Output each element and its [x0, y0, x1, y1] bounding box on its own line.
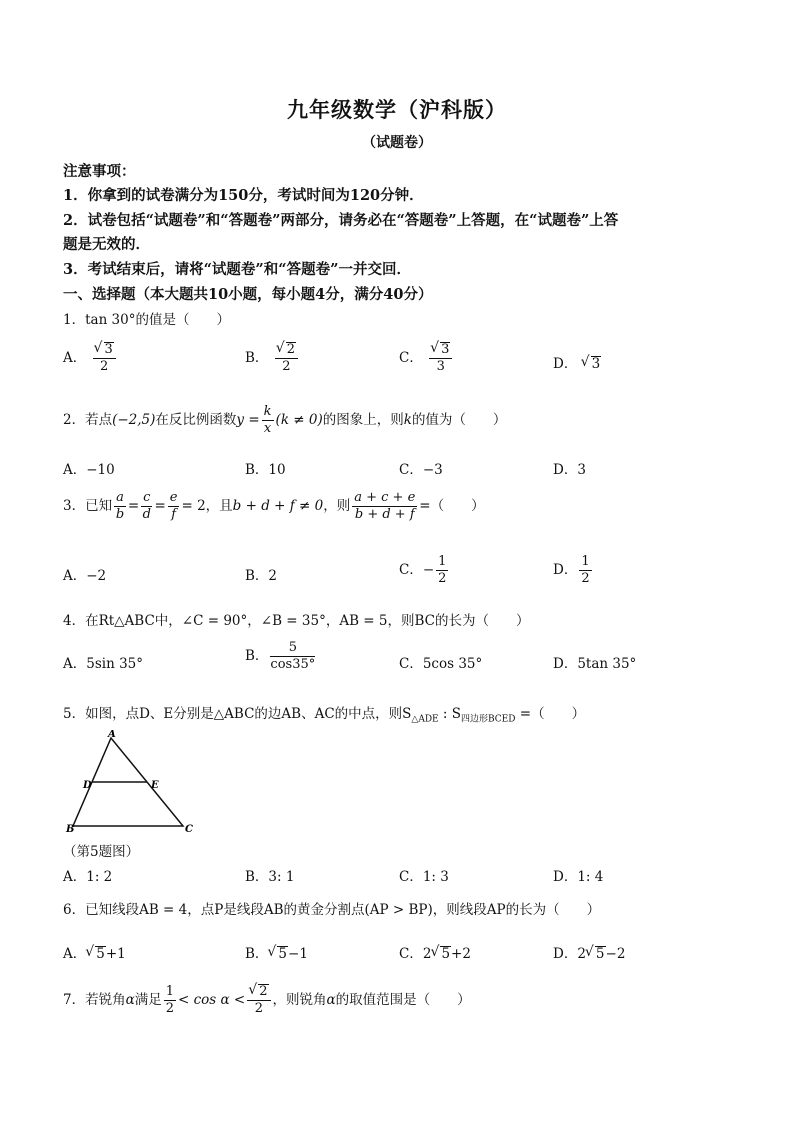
- q4-b-num: 5: [270, 640, 315, 657]
- q5-option-b: B．3: 1: [245, 869, 295, 885]
- question-6: 6．已知线段AB = 4，点P是线段AB的黄金分割点(AP > BP)，则线段AP的长为（ ）: [63, 902, 601, 918]
- q2-option-b: B．10: [245, 462, 286, 478]
- q6-option-c-label: C．: [399, 946, 423, 962]
- q6-c-coef: 2: [422, 946, 432, 962]
- q4-option-d: D．5tan 35°: [553, 656, 637, 672]
- q3-frac-cd: [141, 490, 152, 523]
- q6-a-rest: +1: [105, 946, 126, 962]
- q1-b-fraction: [275, 342, 298, 375]
- q2-fraction: [262, 404, 274, 437]
- q5-option-d: D．1: 4: [553, 869, 604, 885]
- triangle-figure: [63, 730, 203, 840]
- q6-option-a: [63, 942, 126, 962]
- q3-frac-sum: [352, 490, 417, 523]
- label-a: A: [108, 730, 116, 740]
- q3-suffix: =（ ）: [419, 498, 485, 514]
- q1-option-a-label: A．: [63, 350, 87, 366]
- q3-d: d: [142, 507, 151, 522]
- q3-prefix: 3．已知: [63, 498, 113, 514]
- notes-heading: 注意事项：: [63, 163, 136, 180]
- q5-option-c: C．1: 3: [399, 869, 449, 885]
- page-subtitle: （试题卷）: [362, 135, 432, 151]
- q1-option-c-label: C．: [399, 350, 423, 366]
- q3-option-c-label: C．−: [399, 562, 435, 578]
- question-4: 4．在Rt△ABC中，∠C = 90°，∠B = 35°，AB = 5，则BC的长为（ ）: [63, 613, 530, 629]
- note-item-3: 3．考试结束后，请将“试题卷”和“答题卷”一并交回．: [63, 261, 411, 278]
- q1-b-num: √ 2: [286, 342, 296, 357]
- label-e: E: [151, 780, 159, 791]
- q6-b-sqrt: √ 5: [277, 946, 288, 961]
- q3-c-fraction: [436, 554, 448, 587]
- q3-option-a: A．−2: [63, 568, 107, 584]
- q3-a: a: [116, 490, 124, 505]
- q3-b: b: [115, 507, 125, 522]
- q1-c-den: 3: [436, 359, 445, 374]
- q3-d-fraction: [579, 554, 591, 587]
- q6-c-sqrt: √ 5: [440, 946, 451, 961]
- q2-suffix: 的图象上，则: [322, 412, 404, 428]
- question-5: [63, 702, 585, 725]
- q4-option-c: C．5cos 35°: [399, 656, 483, 672]
- q1-option-b: [245, 342, 300, 375]
- q6-c-rest: +2: [451, 946, 471, 962]
- q7-sqrt2-den: 2: [254, 1001, 264, 1016]
- q3-ace: a + c + e: [354, 490, 416, 505]
- q7-half-num: 1: [165, 984, 174, 999]
- q3-then: ，则: [323, 498, 351, 514]
- q6-b-rest: −1: [288, 946, 308, 962]
- question-3: 3．已知 $\frac{a}{b}$ = $\frac{c}{d}$ = $\frac{e}{f}$ = 2，且b + d + f ≠ 0，则 $\frac{a + c + e}{b + d + f}$ =（ ）: [63, 490, 485, 522]
- q5-sub1: △ADE: [411, 714, 439, 725]
- q1-option-d-label: D．: [553, 356, 578, 372]
- label-c: C: [185, 824, 193, 835]
- q7-frac-half: [164, 984, 176, 1017]
- q6-a-sqrt: √ 5: [95, 946, 106, 961]
- q2-option-d: D．3: [553, 462, 586, 478]
- note-item-2-cont: 题是无效的．: [63, 236, 150, 253]
- q2-point: (−2,5): [112, 412, 156, 428]
- q7-alpha-2: α: [326, 992, 336, 1008]
- q6-d-sqrt: √ 5: [595, 946, 606, 961]
- q1-c-num: √ 3: [440, 342, 450, 357]
- q2-kvar: k: [403, 412, 412, 428]
- note-item-1: 1．你拿到的试卷满分为150分，考试时间为120分钟．: [63, 187, 424, 204]
- q7-prefix: 7．若锐角: [63, 992, 126, 1008]
- q6-option-d: [553, 942, 625, 962]
- q3-option-d: [553, 554, 594, 587]
- q7-half-den: 2: [165, 1001, 174, 1016]
- q1-option-d: [553, 352, 601, 372]
- q3-cond: b + d + f ≠ 0: [232, 498, 324, 514]
- q2-x: x: [263, 421, 272, 436]
- q7-alpha: α: [125, 992, 135, 1008]
- q7-sqrt2-num: √ 2: [258, 984, 268, 999]
- q1-b-den: 2: [282, 359, 291, 374]
- q1-a-den: 2: [100, 359, 109, 374]
- q3-c: c: [143, 490, 151, 505]
- q1-a-fraction: [93, 342, 116, 375]
- label-d: D: [83, 780, 92, 791]
- q5-end: =（ ）: [515, 706, 586, 722]
- q2-k: k: [263, 404, 272, 419]
- figure-caption: （第5题图）: [63, 844, 140, 860]
- question-7: [63, 984, 471, 1017]
- q3-d-num: 1: [581, 554, 590, 569]
- q3-frac-ab: [114, 490, 126, 523]
- q7-suffix2: 的取值范围是（ ）: [335, 992, 471, 1008]
- q2-option-c: C．−3: [399, 462, 443, 478]
- q5-colon: : S: [438, 706, 462, 722]
- q3-c-num: 1: [438, 554, 447, 569]
- section-heading: 一、选择题（本大题共10小题，每小题4分，满分40分）: [63, 286, 433, 303]
- q6-option-b-label: B．: [245, 946, 269, 962]
- q5-text: 5．如图，点D、E分别是△ABC的边AB、AC的中点，则S: [63, 706, 412, 722]
- q1-option-c: [399, 342, 454, 375]
- q1-option-b-label: B．: [245, 350, 269, 366]
- q4-option-a: A．5sin 35°: [63, 656, 143, 672]
- q3-option-b: B．2: [245, 568, 278, 584]
- question-1: 1．tan 30°的值是（ ）: [63, 312, 230, 328]
- q6-d-rest: −2: [605, 946, 626, 962]
- q4-option-b: [245, 640, 317, 673]
- q5-option-a: A．1: 2: [63, 869, 113, 885]
- q4-b-den: cos35°: [270, 657, 316, 672]
- q3-eq2: = 2: [181, 498, 206, 514]
- q2-suffix2: 的值为（ ）: [411, 412, 507, 428]
- q7-suffix: ，则锐角: [272, 992, 327, 1008]
- q2-prefix: 2．若点: [63, 412, 113, 428]
- q2-eq: y =: [236, 412, 260, 428]
- q3-f: f: [171, 507, 177, 522]
- label-b: B: [66, 824, 75, 835]
- q6-d-coef: 2: [577, 946, 586, 962]
- q6-option-b: [245, 942, 308, 962]
- page-title: 九年级数学（沪科版）: [287, 97, 507, 122]
- q2-cond: (k ≠ 0): [275, 412, 323, 428]
- q6-option-c: [399, 942, 471, 962]
- q4-b-fraction: [270, 640, 315, 673]
- q7-frac-sqrt2: [247, 984, 270, 1017]
- q3-frac-ef: [168, 490, 180, 523]
- q3-option-d-label: D．: [553, 562, 578, 578]
- q6-option-a-label: A．: [63, 946, 87, 962]
- q3-c-den: 2: [438, 571, 447, 586]
- q3-d-den: 2: [581, 571, 590, 586]
- q1-option-a: [63, 342, 118, 375]
- q5-sub2: 四边形BCED: [461, 714, 516, 725]
- q3-cond-text: ，且: [205, 498, 233, 514]
- q1-c-fraction: [429, 342, 452, 375]
- note-item-2: 2．试卷包括“试题卷”和“答题卷”两部分，请务必在“答题卷”上答题，在“试题卷”上答: [63, 212, 619, 229]
- q4-option-b-label: B．: [245, 648, 269, 664]
- question-2: [63, 404, 506, 437]
- q3-option-c: [399, 554, 450, 587]
- q2-option-a: A．−10: [63, 462, 115, 478]
- q7-ineq: < cos α <: [178, 992, 246, 1008]
- q1-a-num: √ 3: [104, 342, 114, 357]
- q1-d-value: √ 3: [591, 356, 602, 371]
- q2-mid: 在反比例函数: [155, 412, 237, 428]
- q3-e: e: [169, 490, 178, 505]
- q7-mid: 满足: [134, 992, 162, 1008]
- q6-option-d-label: D．: [553, 946, 578, 962]
- q3-bdf: b + d + f: [354, 507, 415, 522]
